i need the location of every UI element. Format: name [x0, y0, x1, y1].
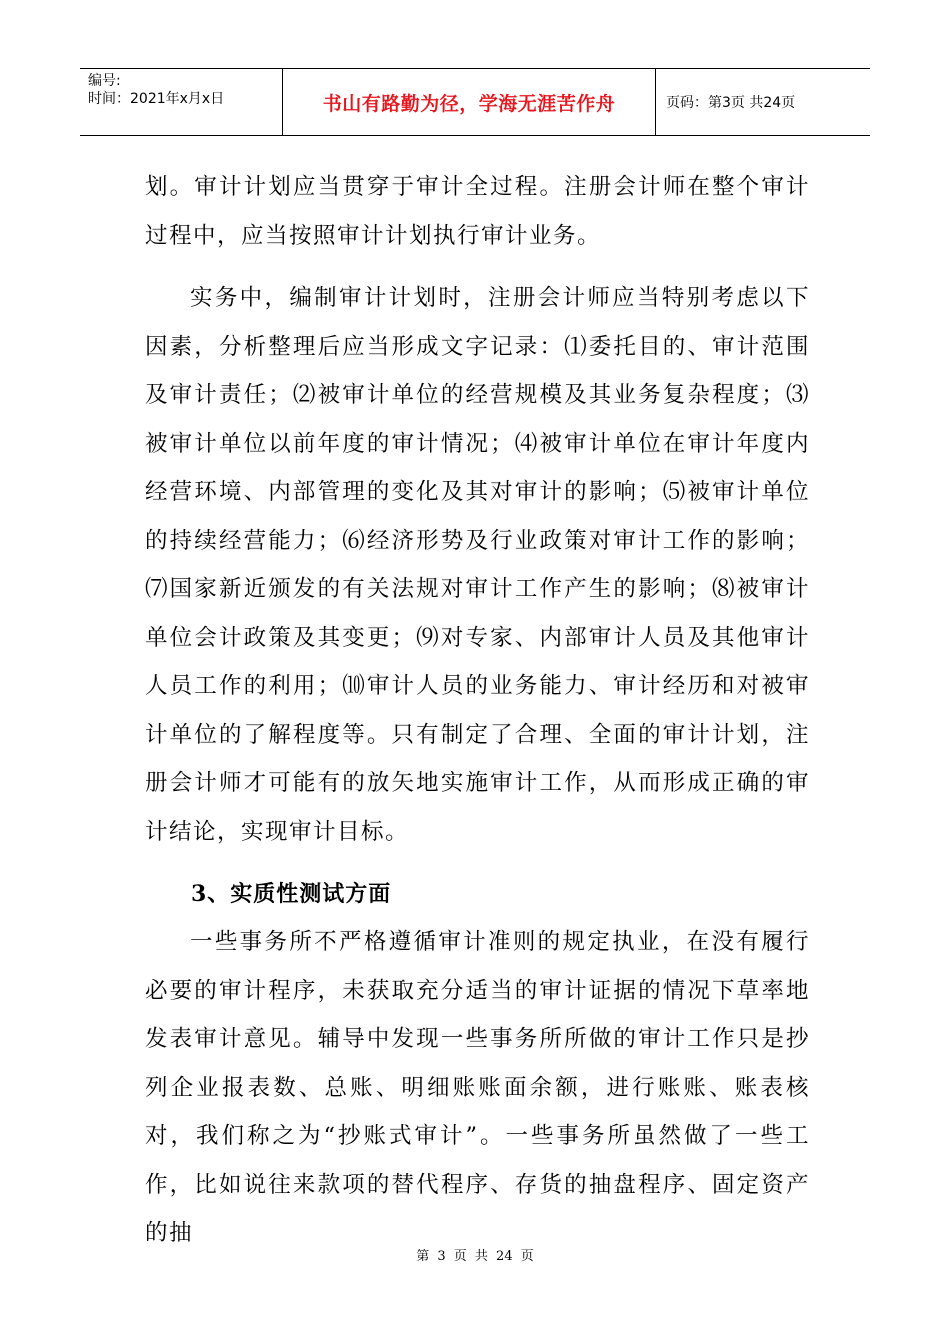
header-motto: 书山有路勤为径，学海无涯苦作舟: [283, 69, 656, 135]
paragraph-planning-factors: 实务中，编制审计计划时，注册会计师应当特别考虑以下因素，分析整理后应当形成文字记录：⑴委托目的、审计范围及审计责任；⑵被审计单位的经营规模及其业务复杂程度；⑶被审计单位以前年度的审计情况；⑷被审计单位在审计年度内经营环境、内部管理的变化及其对审计的影响；⑸被审计单位的持续经营能力；⑹经济形势及行业政策对审计工作的影响；⑺国家新近颁发的有关法规对审计工作产生的影响；⑻被审计单位会计政策及其变更；⑼对专家、内部审计人员及其他审计人员工作的利用；⑽审计人员的业务能力、审计经历和对被审计单位的了解程度等。只有制定了合理、全面的审计计划，注册会计师才可能有的放矢地实施审计工作，从而形成正确的审计结论，实现审计目标。: [145, 285, 810, 845]
paragraph-substantive-testing: 一些事务所不严格遵循审计准则的规定执业，在没有履行必要的审计程序，未获取充分适当的审计证据的情况下草率地发表审计意见。辅导中发现一些事务所所做的审计工作只是抄列企业报表数、总账、明细账账面余额，进行账账、账表核对，我们称之为“抄账式审计”。一些事务所虽然做了一些工作，比如说往来款项的替代程序、存货的抽盘程序、固定资产的抽: [145, 929, 810, 1246]
paragraph-continuation: 划。审计计划应当贯穿于审计全过程。注册会计师在整个审计过程中，应当按照审计计划执行审计业务。: [145, 174, 810, 249]
document-body: [145, 163, 810, 1258]
paragraph-gap: [145, 856, 810, 870]
paragraph-gap: [145, 260, 810, 274]
document-time-label: 时间：2021年x月x日: [88, 91, 225, 107]
page-header: [80, 68, 870, 136]
header-page-code: 页码：第3页 共24页: [666, 95, 796, 111]
document-number-label: 编号:: [88, 73, 121, 89]
page-footer: 第 3 页 共 24 页: [416, 1249, 534, 1264]
header-meta: [80, 69, 283, 135]
section-heading: 3、实质性测试方面: [191, 881, 392, 907]
